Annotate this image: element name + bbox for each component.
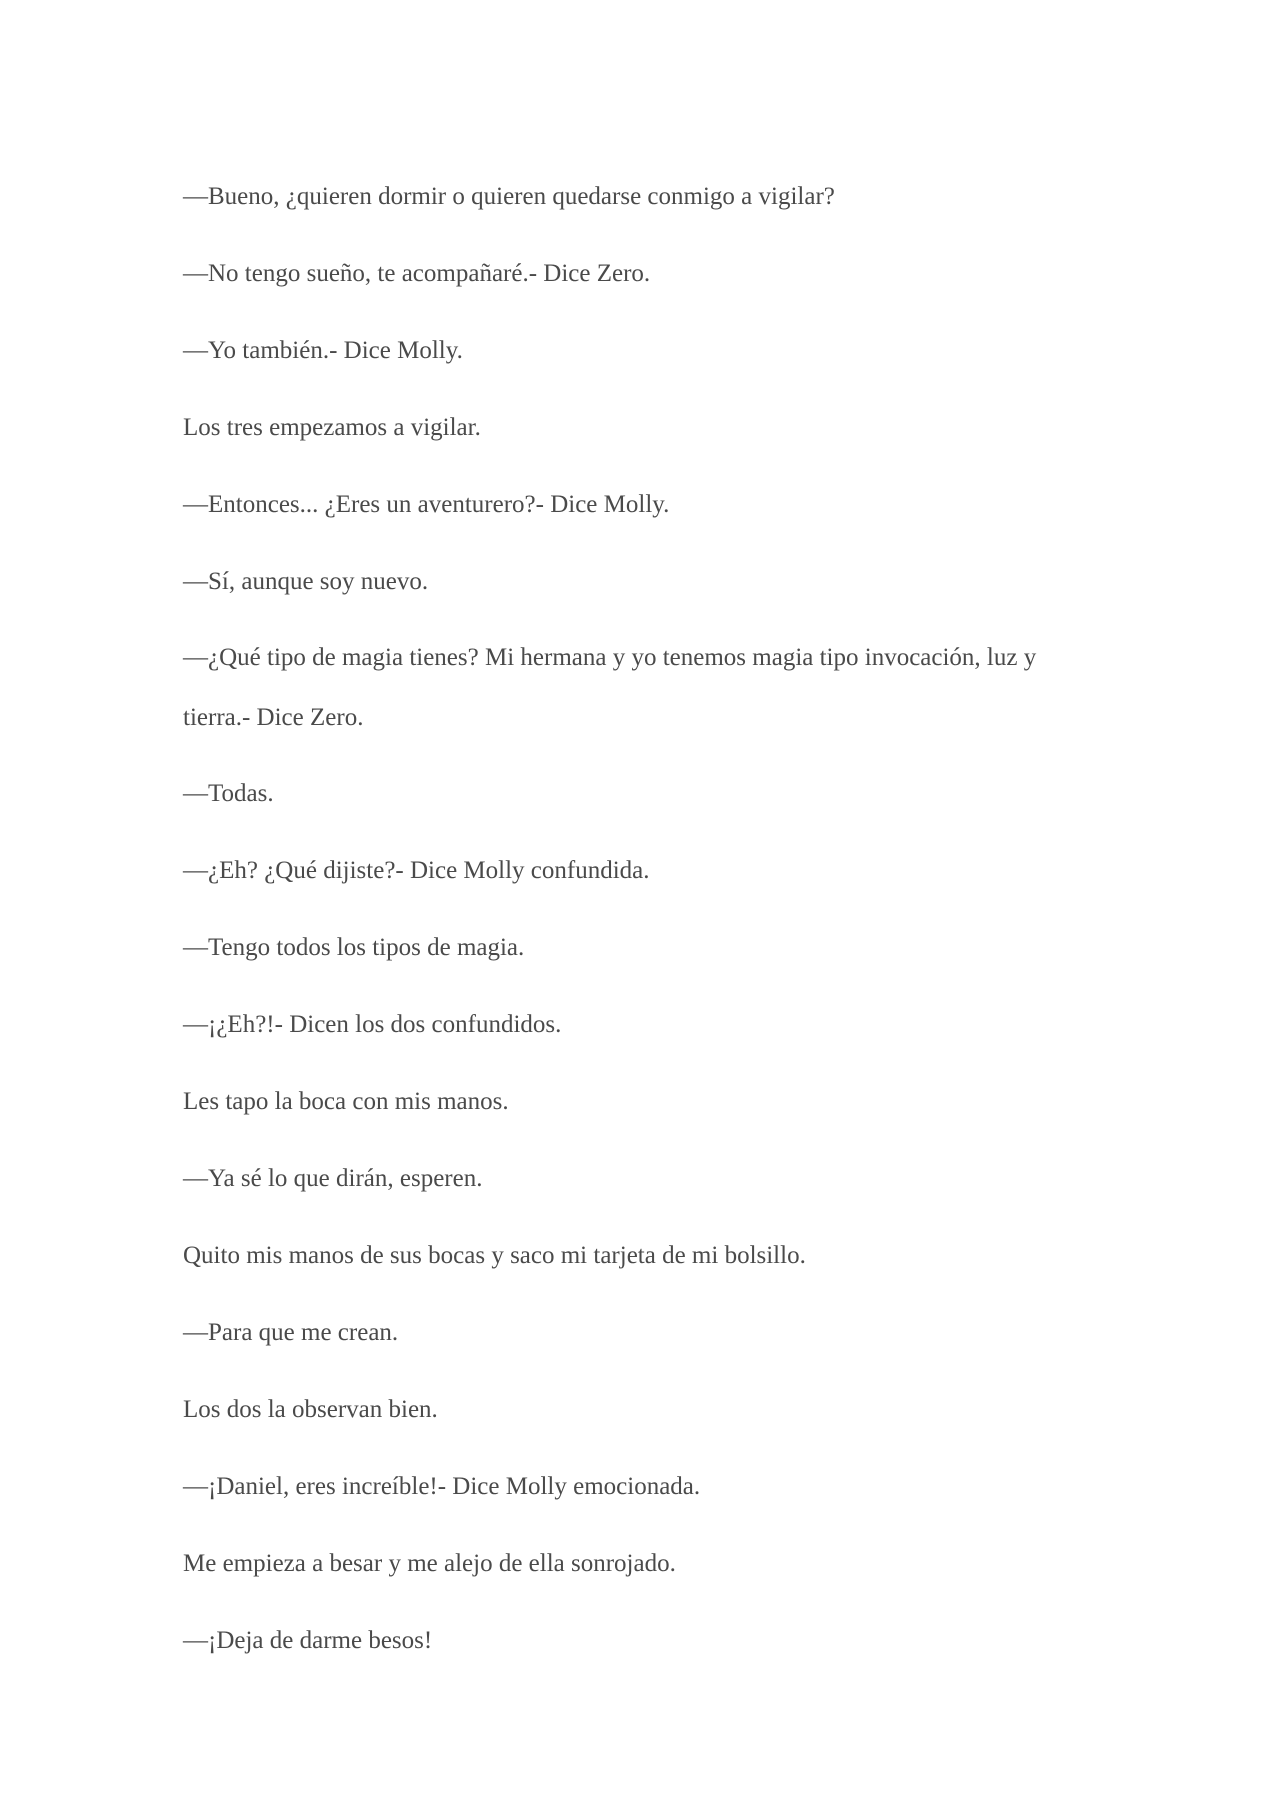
- paragraph: —¡¿Eh?!- Dicen los dos confundidos.: [183, 1011, 562, 1038]
- paragraph: Quito mis manos de sus bocas y saco mi tarjeta de mi bolsillo.: [183, 1242, 806, 1269]
- paragraph: —Ya sé lo que dirán, esperen.: [183, 1165, 483, 1192]
- document-body: [183, 178, 1083, 1699]
- paragraph: —Para que me crean.: [183, 1319, 399, 1346]
- paragraph: —¡Deja de darme besos!: [183, 1627, 433, 1654]
- paragraph: —Entonces... ¿Eres un aventurero?- Dice Molly.: [183, 491, 670, 518]
- paragraph: Los dos la observan bien.: [183, 1396, 438, 1423]
- paragraph: Les tapo la boca con mis manos.: [183, 1088, 509, 1115]
- paragraph: —Bueno, ¿quieren dormir o quieren quedarse conmigo a vigilar?: [183, 183, 835, 210]
- paragraph: —¿Eh? ¿Qué dijiste?- Dice Molly confundida.: [183, 857, 650, 884]
- paragraph: —¡Daniel, eres increíble!- Dice Molly emocionada.: [183, 1473, 701, 1500]
- paragraph: —¿Qué tipo de magia tienes? Mi hermana y yo tenemos magia tipo invocación, luz y tierra.- Dice Zero.: [183, 644, 1037, 731]
- paragraph: —Todas.: [183, 780, 274, 807]
- paragraph: —Sí, aunque soy nuevo.: [183, 568, 429, 595]
- paragraph: —No tengo sueño, te acompañaré.- Dice Zero.: [183, 260, 651, 287]
- paragraph: —Yo también.- Dice Molly.: [183, 337, 463, 364]
- paragraph: Los tres empezamos a vigilar.: [183, 414, 481, 441]
- paragraph: —Tengo todos los tipos de magia.: [183, 934, 525, 961]
- paragraph: Me empieza a besar y me alejo de ella sonrojado.: [183, 1550, 676, 1577]
